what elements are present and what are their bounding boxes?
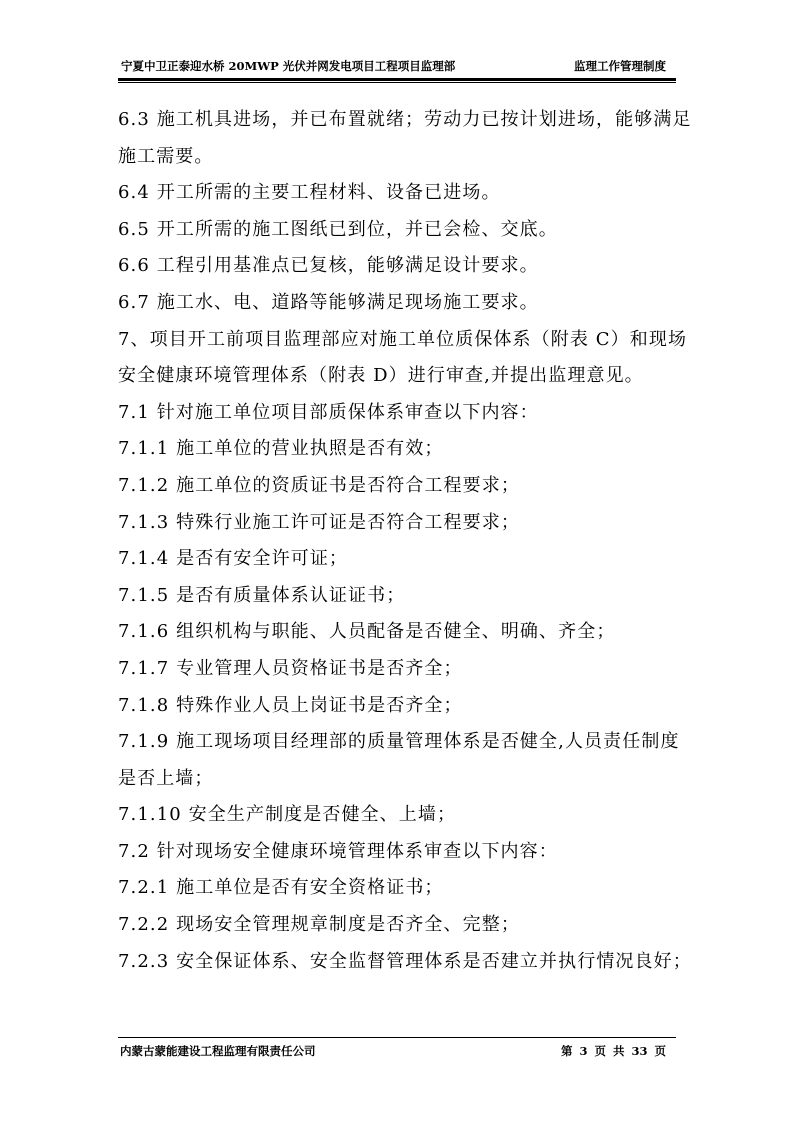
body-line: 6.3 施工机具进场，并已布置就绪；劳动力已按计划进场，能够满足 [118, 109, 692, 130]
body-line: 6.4 开工所需的主要工程材料、设备已进场。 [118, 182, 501, 204]
body-line: 6.7 施工水、电、道路等能够满足现场施工要求。 [118, 291, 539, 313]
header-divider-thin [118, 82, 676, 83]
body-line: 7.1.4 是否有安全许可证； [118, 548, 349, 570]
body-line: 7.1.9 施工现场项目经理部的质量管理体系是否健全,人员责任制度 [118, 731, 680, 753]
body-line: 7.1.2 施工单位的资质证书是否符合工程要求； [118, 474, 520, 496]
page-footer [118, 1041, 674, 1061]
body-line: 7.1.1 施工单位的营业执照是否有效； [118, 438, 444, 460]
body-line: 7.1.8 特殊作业人员上岗证书是否齐全； [118, 694, 463, 716]
footer-company-name: 内蒙古蒙能建设工程监理有限责任公司 [120, 1044, 316, 1058]
body-line: 6.5 开工所需的施工图纸已到位，并已会检、交底。 [118, 218, 558, 240]
body-line: 7.1.6 组织机构与职能、人员配备是否健全、明确、齐全； [118, 621, 616, 643]
body-line: 安全健康环境管理体系（附表 D）进行审查,并提出监理意见。 [118, 365, 644, 387]
body-line: 6.6 工程引用基准点已复核，能够满足设计要求。 [118, 255, 539, 277]
body-line: 7.1.10 安全生产制度是否健全、上墙； [118, 804, 457, 826]
body-line: 7.2.1 施工单位是否有安全资格证书； [118, 877, 444, 899]
body-line: 7.1.5 是否有质量体系认证证书； [118, 584, 406, 606]
page-header [118, 55, 674, 77]
document-body [118, 102, 692, 980]
body-line: 7.2.3 安全保证体系、安全监督管理体系是否建立并执行情况良好； [118, 950, 692, 972]
body-line: 7、项目开工前项目监理部应对施工单位质保体系（附表 C）和现场 [118, 328, 688, 350]
header-section-title: 监理工作管理制度 [574, 59, 666, 73]
header-project-title: 宁夏中卫正泰迎水桥 20MWP 光伏并网发电项目工程项目监理部 [121, 59, 456, 73]
header-divider-thick [118, 78, 676, 81]
body-line: 7.1.3 特殊行业施工许可证是否符合工程要求； [118, 511, 520, 533]
body-line: 7.1 针对施工单位项目部质保体系审查以下内容： [118, 401, 539, 423]
body-line: 7.2.2 现场安全管理规章制度是否齐全、完整； [118, 914, 520, 936]
body-line: 7.2 针对现场安全健康环境管理体系审查以下内容： [118, 840, 558, 862]
body-line: 7.1.7 专业管理人员资格证书是否齐全； [118, 657, 463, 679]
footer-page-number: 第 3 页 共 33 页 [560, 1044, 666, 1058]
footer-divider [118, 1037, 676, 1038]
body-line: 施工需要。 [118, 145, 214, 167]
body-line: 是否上墙； [118, 767, 214, 789]
